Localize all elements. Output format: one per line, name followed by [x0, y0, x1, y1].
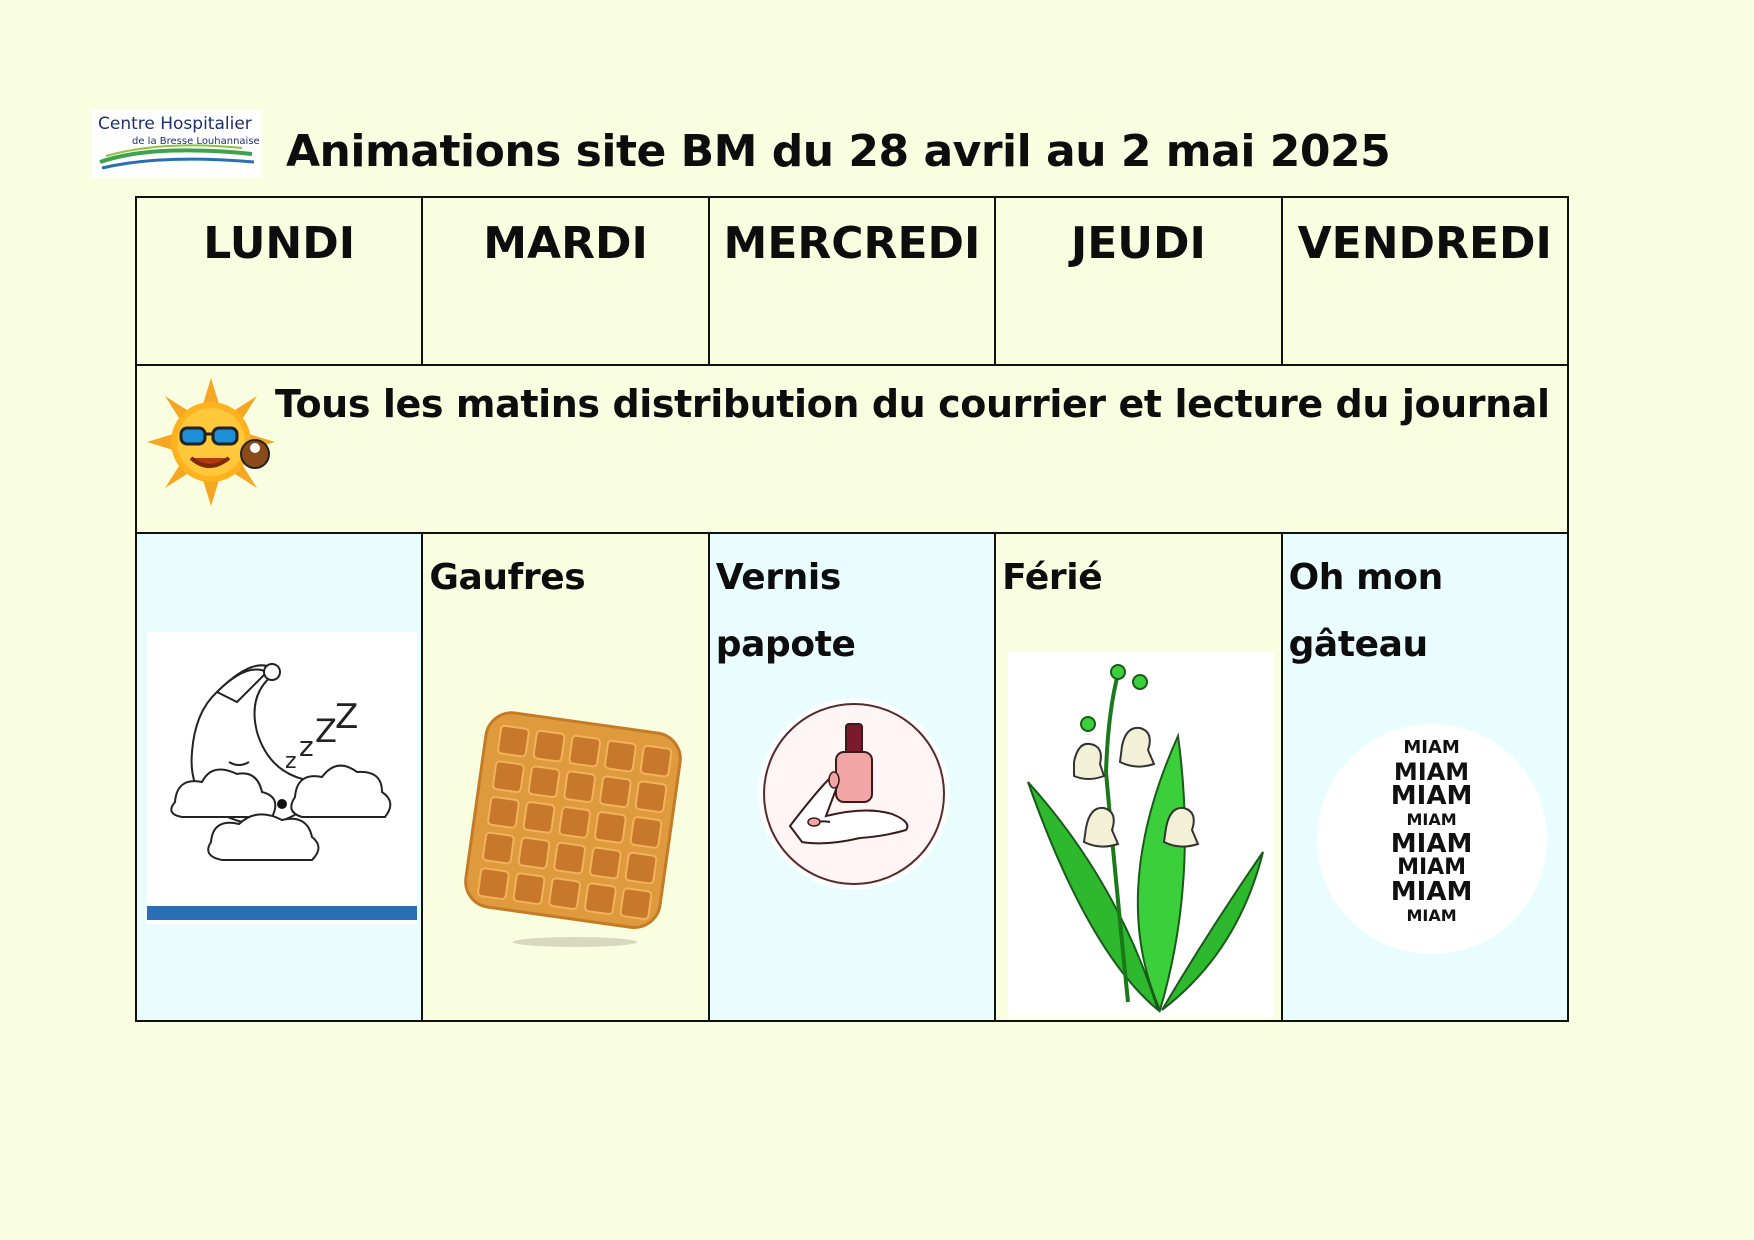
daily-activity-cell	[136, 365, 1568, 533]
day-label-mardi: MARDI	[483, 218, 648, 269]
day-header-cell	[136, 197, 422, 365]
day-label-vendredi: VENDREDI	[1297, 218, 1552, 269]
day-label-jeudi: JEUDI	[1070, 218, 1206, 269]
activity-cell-lundi	[136, 533, 422, 1021]
miam-word: MIAM	[1406, 810, 1457, 829]
svg-text:z: z	[285, 749, 297, 774]
day-header-cell	[709, 197, 995, 365]
day-header-cell	[995, 197, 1281, 365]
waffle-icon	[457, 710, 687, 950]
miam-word: MIAM	[1406, 906, 1457, 925]
miam-word: MIAM	[1403, 737, 1460, 758]
sleeping-moon-icon	[147, 632, 417, 924]
logo-swoosh-icon	[92, 110, 262, 178]
miam-icon	[1317, 724, 1547, 954]
svg-text:Z: Z	[315, 712, 337, 750]
activity-cell-vendredi	[1282, 533, 1568, 1021]
lily-of-the-valley-icon	[1008, 652, 1274, 1018]
activity-label-vendredi: Oh mon gâteau	[1288, 557, 1443, 665]
logo-line1: Centre Hospitalier	[98, 114, 252, 134]
hospital-logo	[92, 110, 262, 178]
day-label-lundi: LUNDI	[203, 218, 356, 269]
nail-polish-icon	[756, 696, 952, 892]
activity-label-mercredi: Vernis papote	[715, 557, 856, 665]
miam-word: MIAM	[1390, 829, 1473, 859]
activity-cell-jeudi	[995, 533, 1281, 1021]
day-label-mercredi: MERCREDI	[723, 218, 981, 269]
daily-activity-text: Tous les matins distribution du courrier et lecture du journal	[275, 382, 1550, 426]
svg-text:Z: Z	[335, 697, 359, 737]
day-header-cell	[422, 197, 708, 365]
miam-word: MIAM	[1390, 877, 1473, 907]
sun-with-sunglasses-icon	[143, 374, 279, 510]
logo-line2: de la Bresse Louhannaise	[132, 136, 260, 147]
svg-text:z: z	[299, 730, 314, 763]
daily-activity-row	[136, 365, 1568, 533]
page-title: Animations site BM du 28 avril au 2 mai 2025	[286, 126, 1391, 177]
miam-word: MIAM	[1397, 855, 1467, 880]
day-header-row	[136, 197, 1568, 365]
miam-word: MIAM	[1393, 758, 1470, 786]
activity-label-mardi: Gaufres	[429, 557, 586, 598]
weekly-schedule-table	[135, 196, 1569, 1022]
activity-cell-mercredi	[709, 533, 995, 1021]
activity-cell-mardi	[422, 533, 708, 1021]
activity-label-jeudi: Férié	[1002, 557, 1103, 598]
activity-row	[136, 533, 1568, 1021]
day-header-cell	[1282, 197, 1568, 365]
miam-word: MIAM	[1390, 781, 1473, 811]
